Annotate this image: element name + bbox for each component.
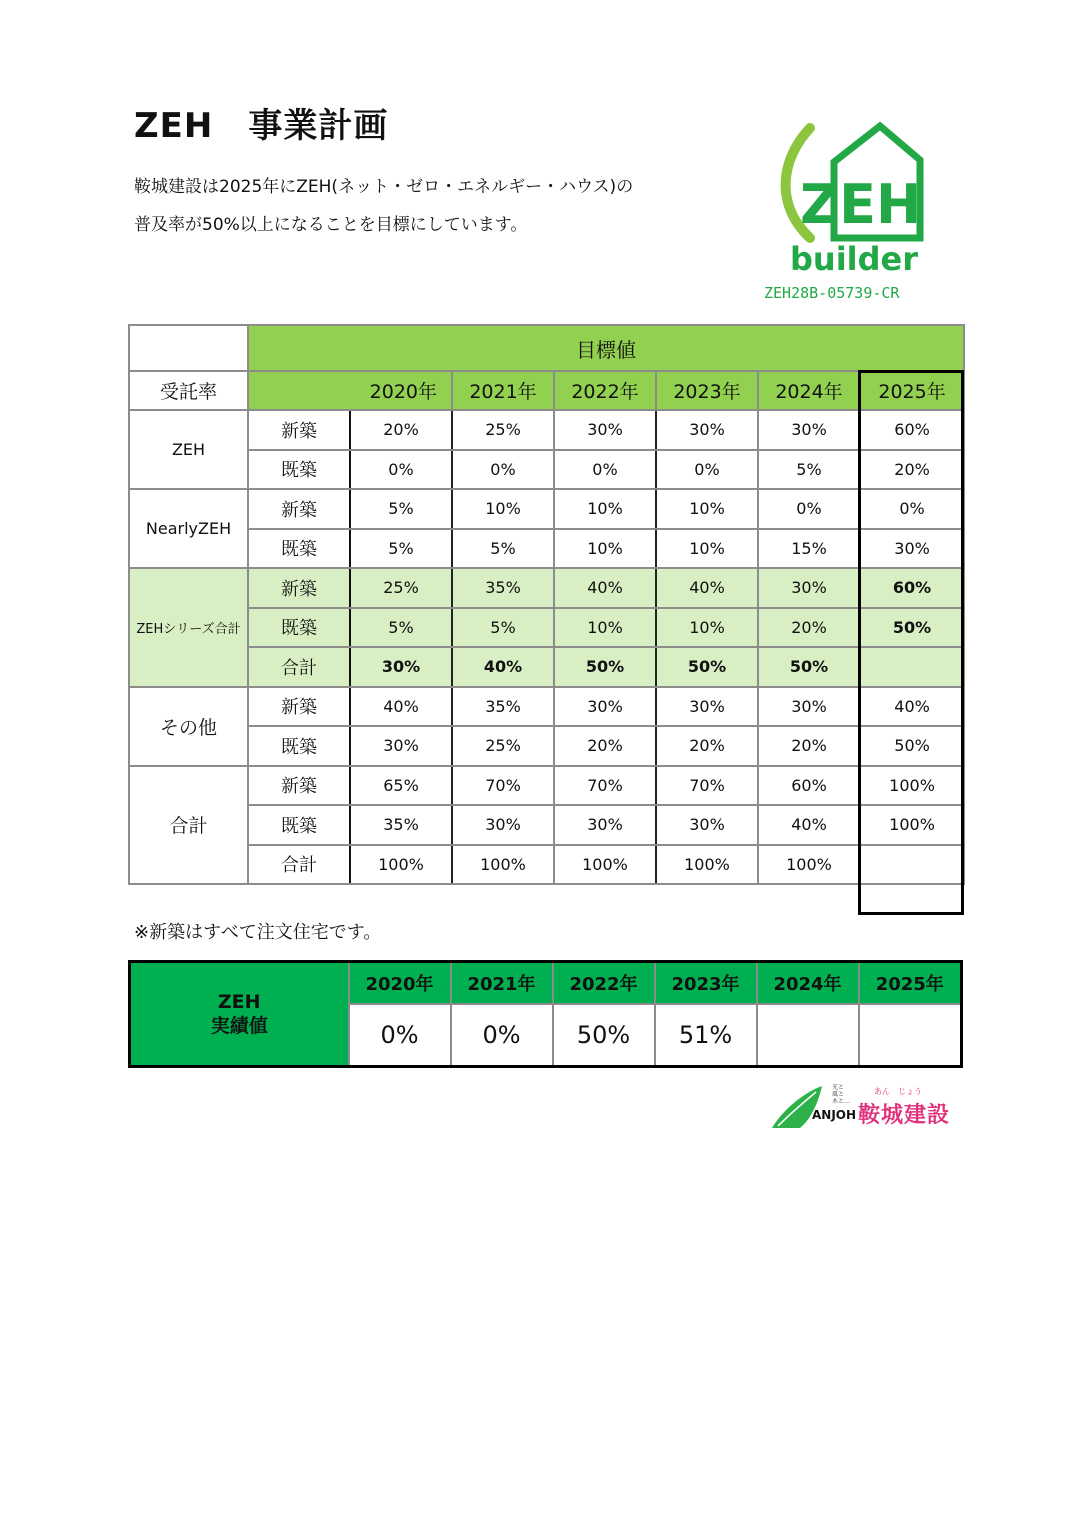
sub-label: 新築 <box>248 410 350 450</box>
year-header: 2022年 <box>554 371 656 410</box>
cell: 10% <box>554 489 656 529</box>
actual-value: 0% <box>349 1004 451 1067</box>
cell: 0% <box>860 489 964 529</box>
cell: 5% <box>350 529 452 569</box>
cell: 100% <box>758 845 860 885</box>
actual-label <box>130 962 349 1067</box>
cell: 10% <box>554 608 656 648</box>
cell: 20% <box>758 726 860 766</box>
page-title: ZEH 事業計画 <box>134 106 389 146</box>
cell: 40% <box>350 687 452 727</box>
table-row <box>129 568 964 608</box>
cell: 35% <box>350 805 452 845</box>
cell: 40% <box>554 568 656 608</box>
cell: 100% <box>860 766 964 806</box>
cell: 30% <box>758 568 860 608</box>
cell: 30% <box>758 410 860 450</box>
actual-value: 0% <box>451 1004 553 1067</box>
sub-label: 新築 <box>248 489 350 529</box>
table-row <box>129 726 964 766</box>
sub-label: 既築 <box>248 450 350 490</box>
cell: 50% <box>860 726 964 766</box>
company-ruby: あん じょう <box>874 1087 922 1096</box>
cell: 100% <box>350 845 452 885</box>
table-row <box>129 647 964 687</box>
cell: 40% <box>860 687 964 727</box>
table-row <box>129 410 964 450</box>
table-row <box>129 766 964 806</box>
corner-cell <box>129 325 248 371</box>
cell: 50% <box>758 647 860 687</box>
cell: 50% <box>554 647 656 687</box>
intro-text <box>134 168 633 244</box>
cell: 100% <box>554 845 656 885</box>
table-row <box>129 687 964 727</box>
cell: 60% <box>860 568 964 608</box>
cell: 30% <box>554 410 656 450</box>
actual-value: 51% <box>655 1004 757 1067</box>
cell: 25% <box>452 410 554 450</box>
cell: 0% <box>554 450 656 490</box>
sub-label: 既築 <box>248 529 350 569</box>
year-header: 2024年 <box>758 371 860 410</box>
group-label-nearly-zeh: NearlyZEH <box>129 489 248 568</box>
year-header: 2021年 <box>452 371 554 410</box>
cell: 100% <box>656 845 758 885</box>
cell: 30% <box>350 647 452 687</box>
zeh-builder-logo <box>770 120 940 310</box>
actual-value: 50% <box>553 1004 655 1067</box>
cell: 0% <box>656 450 758 490</box>
cell: 70% <box>452 766 554 806</box>
actual-year-header: 2021年 <box>451 962 553 1005</box>
sub-label: 新築 <box>248 766 350 806</box>
cell: 70% <box>554 766 656 806</box>
tagline-line: 光と <box>832 1084 845 1091</box>
cell: 5% <box>452 529 554 569</box>
cell: 50% <box>656 647 758 687</box>
actual-label-line-2: 実績値 <box>210 1015 268 1037</box>
cell: 50% <box>860 608 964 648</box>
cell: 60% <box>758 766 860 806</box>
cell <box>860 647 964 687</box>
table-row <box>129 450 964 490</box>
company-logo <box>770 1084 960 1132</box>
table-row <box>129 805 964 845</box>
company-tagline <box>832 1084 850 1105</box>
cell: 5% <box>350 489 452 529</box>
group-label-others: その他 <box>129 687 248 766</box>
table-row <box>129 529 964 569</box>
svg-text:ZEH: ZEH <box>800 173 922 236</box>
footnote: ※新築はすべて注文住宅です。 <box>134 922 382 943</box>
cell: 20% <box>758 608 860 648</box>
sub-label: 既築 <box>248 608 350 648</box>
table-row <box>129 608 964 648</box>
actual-results-table <box>128 960 963 1068</box>
cell: 25% <box>452 726 554 766</box>
cell: 5% <box>350 608 452 648</box>
sub-label: 既築 <box>248 805 350 845</box>
actual-value <box>757 1004 859 1067</box>
cell: 40% <box>656 568 758 608</box>
cell: 25% <box>350 568 452 608</box>
actual-label-line-1: ZEH <box>217 991 261 1013</box>
intro-line-2: 普及率が50%以上になることを目標にしています。 <box>134 215 528 235</box>
year-header: 2020年 <box>248 371 452 410</box>
tagline-line: 木と… <box>832 1098 851 1105</box>
cell: 10% <box>656 608 758 648</box>
cell: 100% <box>860 805 964 845</box>
cell: 30% <box>452 805 554 845</box>
cell: 30% <box>554 687 656 727</box>
cell: 30% <box>656 687 758 727</box>
cell: 70% <box>656 766 758 806</box>
group-label-total: 合計 <box>129 766 248 885</box>
logo-registration-code: ZEH28B-05739-CR <box>764 284 900 302</box>
actual-year-header: 2022年 <box>553 962 655 1005</box>
logo-builder-word: builder <box>790 240 919 278</box>
actual-year-header: 2020年 <box>349 962 451 1005</box>
cell: 0% <box>350 450 452 490</box>
sub-label: 新築 <box>248 687 350 727</box>
cell: 30% <box>656 805 758 845</box>
cell: 10% <box>656 489 758 529</box>
cell: 30% <box>350 726 452 766</box>
company-latin-name: ANJOH <box>812 1108 857 1122</box>
cell: 5% <box>452 608 554 648</box>
cell: 35% <box>452 687 554 727</box>
cell: 30% <box>656 410 758 450</box>
cell: 100% <box>452 845 554 885</box>
cell: 10% <box>656 529 758 569</box>
actual-year-header: 2023年 <box>655 962 757 1005</box>
cell: 30% <box>554 805 656 845</box>
actual-year-header: 2024年 <box>757 962 859 1005</box>
cell: 20% <box>554 726 656 766</box>
table-row <box>129 845 964 885</box>
table-row <box>129 489 964 529</box>
actual-value <box>859 1004 962 1067</box>
cell: 10% <box>452 489 554 529</box>
group-label-zeh-series-total: ZEHシリーズ合計 <box>129 568 248 687</box>
actual-year-row <box>130 962 962 1005</box>
cell: 65% <box>350 766 452 806</box>
cell: 20% <box>656 726 758 766</box>
cell: 10% <box>554 529 656 569</box>
cell: 0% <box>452 450 554 490</box>
target-header-row <box>129 325 964 371</box>
cell: 60% <box>860 410 964 450</box>
company-name: 鞍城建設 <box>858 1103 951 1128</box>
sub-label: 新築 <box>248 568 350 608</box>
intro-line-1: 鞍城建設は2025年にZEH(ネット・ゼロ・エネルギー・ハウス)の <box>134 177 634 197</box>
cell: 40% <box>758 805 860 845</box>
row-header-label: 受託率 <box>129 371 248 410</box>
tagline-line: 風と <box>832 1091 845 1098</box>
group-label-zeh: ZEH <box>129 410 248 489</box>
cell: 5% <box>758 450 860 490</box>
cell: 20% <box>350 410 452 450</box>
cell: 15% <box>758 529 860 569</box>
cell: 40% <box>452 647 554 687</box>
target-table <box>128 324 965 885</box>
cell: 0% <box>758 489 860 529</box>
year-header: 2025年 <box>860 371 964 410</box>
cell <box>860 845 964 885</box>
actual-year-header: 2025年 <box>859 962 962 1005</box>
year-row <box>129 371 964 410</box>
sub-label: 合計 <box>248 647 350 687</box>
sub-label: 既築 <box>248 726 350 766</box>
year-header: 2023年 <box>656 371 758 410</box>
cell: 20% <box>860 450 964 490</box>
zeh-house-icon <box>770 120 940 250</box>
cell: 30% <box>758 687 860 727</box>
cell: 30% <box>860 529 964 569</box>
sub-label: 合計 <box>248 845 350 885</box>
cell: 35% <box>452 568 554 608</box>
target-header-label: 目標値 <box>248 325 964 371</box>
